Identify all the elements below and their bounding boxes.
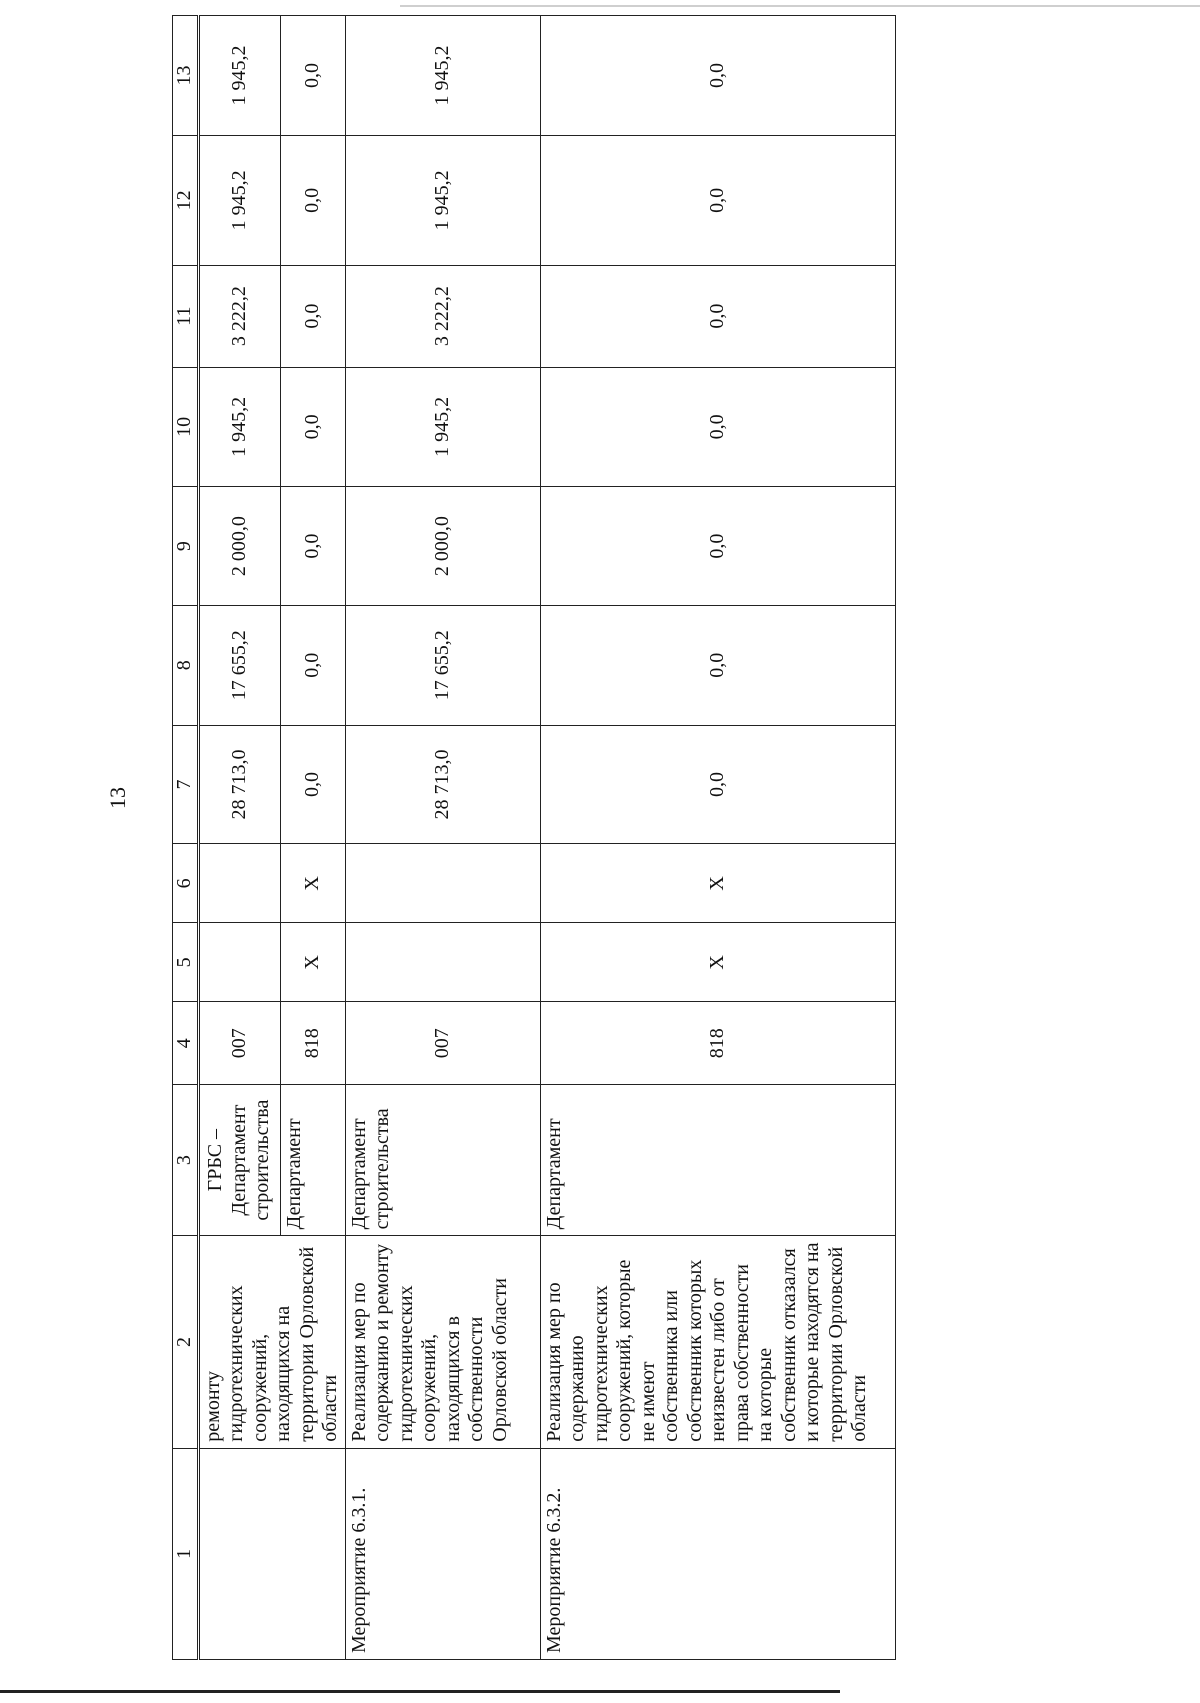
header-row <box>173 16 199 1660</box>
cell-grbs-code: 818 <box>280 1002 345 1084</box>
cell-col5 <box>345 923 540 1002</box>
cell-col6: Х <box>280 844 345 923</box>
cell-value: 0,0 <box>540 605 895 725</box>
cell-value: 0,0 <box>280 367 345 487</box>
cell-activity-name: ремонту гидротехнических сооружений, находящихся на территории Орловской области <box>198 1236 345 1448</box>
cell-value: 2 000,0 <box>345 487 540 606</box>
cell-value: 1 945,2 <box>198 135 280 265</box>
page-number: 13 <box>105 787 130 809</box>
header-cell: 3 <box>173 1084 199 1235</box>
budget-table <box>172 15 896 1660</box>
cell-col5: Х <box>280 923 345 1002</box>
cell-activity-name: Реализация мер по содержанию и ремонту гидротехнических сооружений, находящихся в собственности Орловской области <box>345 1236 540 1448</box>
table-row <box>345 16 540 1660</box>
cell-col5: Х <box>540 923 895 1002</box>
header-cell: 12 <box>173 135 199 265</box>
cell-col5 <box>198 923 280 1002</box>
header-cell: 6 <box>173 844 199 923</box>
cell-responsible: ГРБС – Департамент строительства <box>198 1084 280 1235</box>
header-cell: 7 <box>173 725 199 844</box>
rotated-table-container <box>172 15 1060 1660</box>
cell-value: 0,0 <box>280 16 345 136</box>
cell-value: 0,0 <box>280 605 345 725</box>
header-cell: 11 <box>173 265 199 367</box>
cell-col6 <box>345 844 540 923</box>
cell-value: 1 945,2 <box>198 16 280 136</box>
cell-value: 1 945,2 <box>345 367 540 487</box>
cell-value: 17 655,2 <box>345 605 540 725</box>
header-cell: 4 <box>173 1002 199 1084</box>
header-cell: 1 <box>173 1448 199 1659</box>
header-cell: 2 <box>173 1236 199 1448</box>
header-cell: 8 <box>173 605 199 725</box>
cell-value: 0,0 <box>280 135 345 265</box>
cell-grbs-code: 007 <box>198 1002 280 1084</box>
cell-value: 0,0 <box>540 725 895 844</box>
cell-value: 0,0 <box>280 725 345 844</box>
cell-col6 <box>198 844 280 923</box>
cell-grbs-code: 818 <box>540 1002 895 1084</box>
cell-value: 28 713,0 <box>198 725 280 844</box>
cell-grbs-code: 007 <box>345 1002 540 1084</box>
scan-edge-bottom <box>0 1690 840 1693</box>
header-cell: 9 <box>173 487 199 606</box>
header-cell: 10 <box>173 367 199 487</box>
scan-edge-top <box>400 5 1200 7</box>
cell-responsible: Департамент строительства <box>345 1084 540 1235</box>
cell-value: 0,0 <box>540 487 895 606</box>
cell-value: 1 945,2 <box>198 367 280 487</box>
cell-value: 0,0 <box>540 135 895 265</box>
cell-activity-name: Реализация мер по содержанию гидротехнических сооружений, которые не имеют собственника или собственник которых неизвестен либо от права собственности на которые собственник отказался и которые находятся на территории Орловской области <box>540 1236 895 1448</box>
cell-value: 0,0 <box>280 487 345 606</box>
cell-responsible: Департамент <box>280 1084 345 1235</box>
cell-activity-code <box>198 1448 345 1659</box>
cell-value: 28 713,0 <box>345 725 540 844</box>
cell-responsible: Департамент <box>540 1084 895 1235</box>
cell-col6: Х <box>540 844 895 923</box>
cell-value: 2 000,0 <box>198 487 280 606</box>
cell-value: 0,0 <box>540 16 895 136</box>
cell-value: 3 222,2 <box>198 265 280 367</box>
cell-value: 0,0 <box>280 265 345 367</box>
header-cell: 13 <box>173 16 199 136</box>
cell-value: 1 945,2 <box>345 16 540 136</box>
cell-value: 17 655,2 <box>198 605 280 725</box>
table-row <box>198 16 280 1660</box>
cell-activity-code: Мероприятие 6.3.2. <box>540 1448 895 1659</box>
cell-value: 0,0 <box>540 367 895 487</box>
table-row <box>540 16 895 1660</box>
cell-value: 3 222,2 <box>345 265 540 367</box>
header-cell: 5 <box>173 923 199 1002</box>
cell-activity-code: Мероприятие 6.3.1. <box>345 1448 540 1659</box>
cell-value: 0,0 <box>540 265 895 367</box>
cell-value: 1 945,2 <box>345 135 540 265</box>
